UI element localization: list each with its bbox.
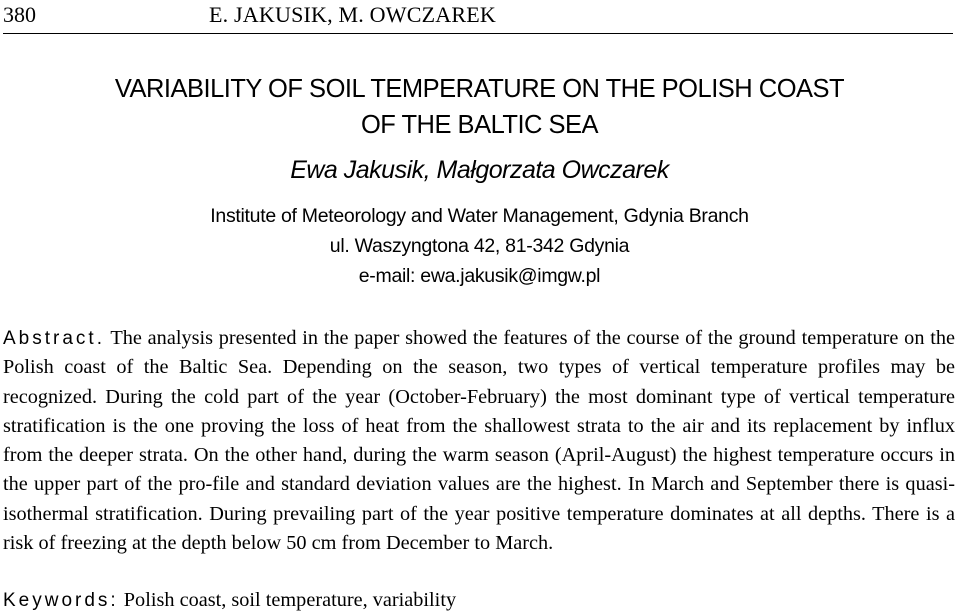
abstract — [3, 324, 955, 558]
keywords — [3, 587, 955, 614]
paper-title-line-2: OF THE BALTIC SEA — [360, 111, 599, 139]
authors: Ewa Jakusik, Małgorzata Owczarek — [290, 156, 669, 184]
keywords-text: Polish coast, soil temperature, variability — [123, 589, 457, 611]
affiliation-institute: Institute of Meteorology and Water Management, Gdynia Branch — [210, 205, 749, 227]
page-header — [3, 0, 953, 34]
affiliation-email: e-mail: ewa.jakusik@imgw.pl — [358, 265, 601, 287]
abstract-label: Abstract. — [3, 328, 105, 349]
running-head: E. JAKUSIK, M. OWCZAREK — [209, 2, 496, 27]
paper-title-line-1: VARIABILITY OF SOIL TEMPERATURE ON THE POLISH COAST — [114, 75, 845, 103]
page-number: 380 — [3, 2, 36, 27]
keywords-label: Keywords: — [3, 590, 119, 611]
affiliation-address: ul. Waszyngtona 42, 81-342 Gdynia — [329, 235, 630, 257]
abstract-text: The analysis presented in the paper showed the features of the course of the ground temperature on the Polish coast of the Baltic Sea. Depending on the season, two types of vertical temperature profiles may be recognized. During the cold part of the year (October-February) the most dominant type of vertical temperature stratification is the one proving the loss of heat from the shallowest strata to the air and its replacement by influx from the deeper strata. On the other hand, during the warm season (April-August) the highest temperature occurs in the upper part of the pro-file and standard deviation values are the highest. In March and September there is quasi-isothermal stratification. During prevailing part of the year positive temperature dominates at all depths. There is a risk of freezing at the depth below 50 cm from December to March. — [3, 327, 955, 555]
